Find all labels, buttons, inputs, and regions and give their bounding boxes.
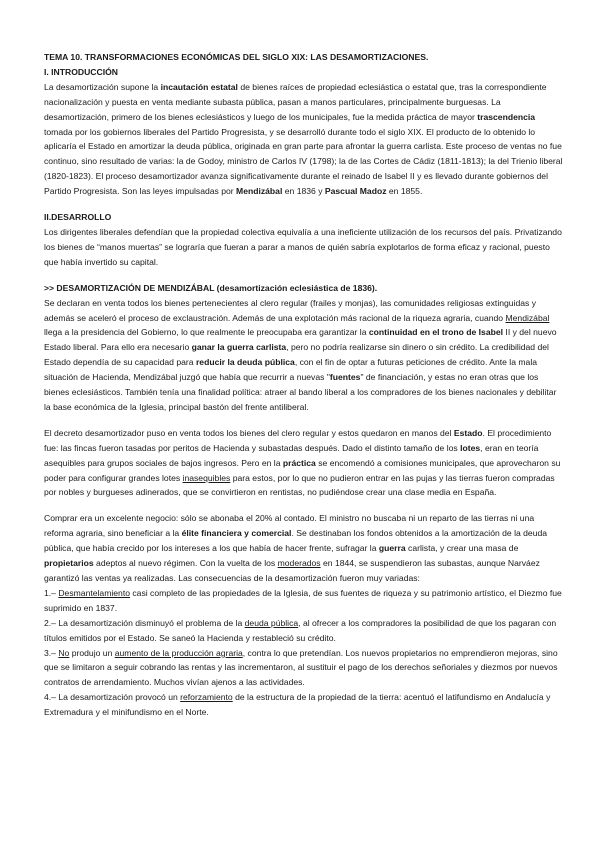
consequence-4: 4.– La desamortización provocó un reforzamiento de la estructura de la propiedad de la tierra: acentuó el latifundismo en Andalucía y Extremadura y el minifundismo en el Norte.: [44, 692, 551, 718]
document-page: [44, 50, 564, 720]
consequence-3: 3.– No produjo un aumento de la producción agraria, contra lo que pretendían. Los nuevos propietarios no emprendieron mejoras, sino que se limitaron a seguir cobrando las rentas y las incrementaron, al sustituir el pago de los derechos señoriales y diezmos por nuevos contratos de arrendamiento. Muchos vivían ajenos a las actividades.: [44, 647, 558, 688]
paragraph-mendizabal-3: Comprar era un excelente negocio: sólo se abonaba el 20% al contado. El ministro no buscaba ni un reparto de las tierras ni una reforma agraria, sino beneficiar a la élite financiera y comercial. Se destinaban los fondos obtenidos a la amortización de la deuda pública, que había crecido por los intereses a los que había de hacer frente, sufragar la guerra carlista, y crear una masa de propietarios adeptos al nuevo régimen. Con la vuelta de los moderados en 1844, se suspendieron las subastas, aunque Narváez garantizó las ventas ya realizadas. Las consecuencias de la desamortización fueron muy variadas:: [44, 513, 548, 583]
section-heading-desarrollo: II.DESARROLLO: [44, 212, 112, 223]
paragraph-desarrollo: Los dirigentes liberales defendían que la propiedad colectiva equivalía a una ineficiente utilización de los recursos del país. Privatizando los bienes de “manos muertas” se lograría que fueran a parar a manos de quién sabría explotarlos de forma eficaz y racional, puesto que había invertido su capital.: [44, 226, 562, 267]
paragraph-mendizabal-2: El decreto desamortizador puso en venta todos los bienes del clero regular y estos quedaron en manos del Estado. El procedimiento fue: las fincas fueron tasadas por peritos de Hacienda y subastadas después. Dado el distinto tamaño de los lotes, eran en teoría asequibles para grupos sociales de bajos ingresos. Pero en la práctica se encomendó a comisiones municipales, que aprovecharon su poder para configurar grandes lotes inasequibles para estos, por lo que no pudieron entrar en las pujas y las tierras fueron compradas por nobles y burgueses adinerados, que se convirtieron en rentistas, no pudiéndose crear una clase media en España.: [44, 427, 561, 498]
paragraph-mendizabal-1: Se declaran en venta todos los bienes pertenecientes al clero regular (frailes y monjas), las comunidades religiosas extinguidas y además se aceleró el proceso de exclaustración. Además de una explotación más racional de la riqueza agraria, cuando Mendizábal llega a la presidencia del Gobierno, lo que realmente le preocupaba era garantizar la continuidad en el trono de Isabel II y del nuevo Estado liberal. Para ello era necesario ganar la guerra carlista, pero no podría realizarse sin dinero o sin crédito. La credibilidad del Estado dependía de su capacidad para reducir la deuda pública, con el fin de optar a futuras peticiones de crédito. Ante la mala situación de Hacienda, Mendizábal juzgó que había que recurrir a nuevas "fuentes" de financiación, y estas no eran otras que los bienes eclesiásticos. También tenía una finalidad política: atraer al bando liberal a los compradores de los bienes nacionales y debilitar la base económica de la Iglesia, principal bastón del frente antiliberal.: [44, 297, 557, 412]
consequence-1: 1.– Desmantelamiento casi completo de las propiedades de la Iglesia, de sus fuentes de riqueza y su patrimonio artístico, el Diezmo fue suprimido en 1837.: [44, 587, 562, 613]
section-heading-mendizabal: >> DESAMORTIZACIÓN DE MENDIZÁBAL (desamortización eclesiástica de 1836).: [44, 282, 378, 293]
consequence-2: 2.– La desamortización disminuyó el problema de la deuda pública, al ofrecer a los compradores la posibilidad de que los pagaran con títulos emitidos por el Estado. Se saneó la Hacienda y restableció su crédito.: [44, 617, 557, 643]
paragraph-introduccion: La desamortización supone la incautación estatal de bienes raíces de propiedad eclesiástica o estatal que, tras la correspondiente nacionalización y puesta en venta mediante subasta pública, pasan a manos particulares, principalmente burguesas. La desamortización, primero de los bienes eclesiásticos y luego de los municipales, fue la medida práctica de mayor trascendencia tomada por los gobiernos liberales del Partido Progresista, y se desarrolló durante todo el siglo XIX. El producto de lo obtenido lo aplicaría el Estado en amortizar la deuda pública, originada en gran parte para afrontar la guerra carlista. Este proceso de ventas no fue continuo, sino resultado de varias: la de Godoy, ministro de Carlos IV (1798); la de las Cortes de Cádiz (1811-1813); la del Trienio liberal (1820-1823). El proceso desamortizador avanza significativamente durante el reinado de Isabel II y es llevado durante gobiernos del Partido Progresista. Son las leyes impulsadas por Mendizábal en 1836 y Pascual Madoz en 1855.: [44, 81, 563, 197]
document-title: TEMA 10. TRANSFORMACIONES ECONÓMICAS DEL SIGLO XIX: LAS DESAMORTIZACIONES.: [44, 52, 429, 62]
section-heading-introduccion: I. INTRODUCCIÓN: [44, 66, 118, 77]
